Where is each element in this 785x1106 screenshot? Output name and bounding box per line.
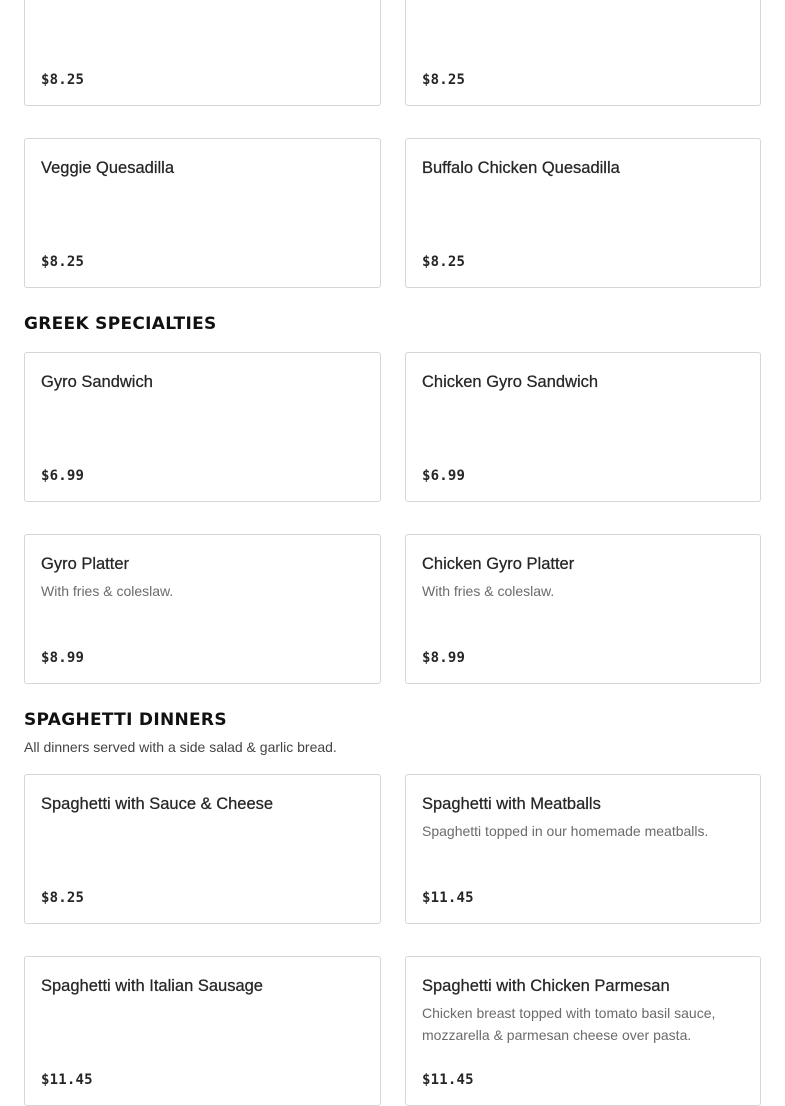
menu-item-description: With fries & coleslaw. — [41, 583, 174, 599]
menu-item-card[interactable] — [405, 956, 761, 1106]
menu-item-price: $11.45 — [41, 1072, 93, 1088]
menu-item-name: Spaghetti with Sauce & Cheese — [41, 795, 274, 813]
menu-item-card[interactable] — [405, 138, 761, 288]
menu-grid-spaghetti-dinners — [24, 774, 761, 1106]
menu-item-price: $6.99 — [41, 468, 85, 484]
menu-item-price: $8.99 — [422, 650, 466, 666]
menu-item-name: Chicken Gyro Platter — [422, 555, 575, 573]
menu-item-name: Veggie Quesadilla — [41, 159, 175, 177]
menu-item-price: $8.25 — [41, 890, 85, 906]
menu-item-card[interactable] — [405, 774, 761, 924]
menu-item-description — [422, 0, 744, 2]
section-title-greek-specialties: GREEK SPECIALTIES — [24, 314, 217, 334]
menu-item-price: $11.45 — [422, 1072, 474, 1088]
menu-item-price: $8.25 — [422, 72, 466, 88]
menu-item-name: Chicken Gyro Sandwich — [422, 373, 599, 391]
menu-item-description — [41, 0, 364, 2]
menu-item-price: $6.99 — [422, 468, 466, 484]
menu-item-card[interactable] — [24, 774, 381, 924]
menu-item-price: $8.25 — [41, 72, 85, 88]
menu-item-name: Spaghetti with Chicken Parmesan — [422, 977, 670, 995]
menu-item-name: Gyro Platter — [41, 555, 130, 573]
menu-item-card[interactable] — [24, 534, 381, 684]
menu-item-description: With fries & coleslaw. — [422, 583, 555, 599]
menu-item-price: $8.25 — [41, 254, 85, 270]
menu-grid-greek-specialties — [24, 352, 761, 684]
menu-item-card[interactable] — [24, 956, 381, 1106]
menu-item-name: Spaghetti with Italian Sausage — [41, 977, 263, 995]
menu-item-card[interactable] — [405, 534, 761, 684]
menu-item-card[interactable] — [24, 0, 381, 106]
menu-item-name: Spaghetti with Meatballs — [422, 795, 601, 813]
menu-grid-quesadillas — [24, 0, 761, 288]
menu-item-card[interactable] — [24, 352, 381, 502]
menu-item-price: $8.99 — [41, 650, 85, 666]
menu-item-name: Buffalo Chicken Quesadilla — [422, 159, 620, 177]
menu-item-price: $11.45 — [422, 890, 474, 906]
menu-item-name: Gyro Sandwich — [41, 373, 153, 391]
menu-item-card[interactable] — [24, 138, 381, 288]
menu-item-price: $8.25 — [422, 254, 466, 270]
menu-item-card[interactable] — [405, 0, 761, 106]
menu-item-description: Chicken breast topped with tomato basil sauce, mozzarella & parmesan cheese over pasta. — [422, 1005, 716, 1043]
menu-item-description: Spaghetti topped in our homemade meatballs. — [422, 823, 709, 839]
section-title-spaghetti-dinners: SPAGHETTI DINNERS — [24, 710, 227, 730]
menu-item-card[interactable] — [405, 352, 761, 502]
section-note: All dinners served with a side salad & garlic bread. — [24, 739, 337, 755]
